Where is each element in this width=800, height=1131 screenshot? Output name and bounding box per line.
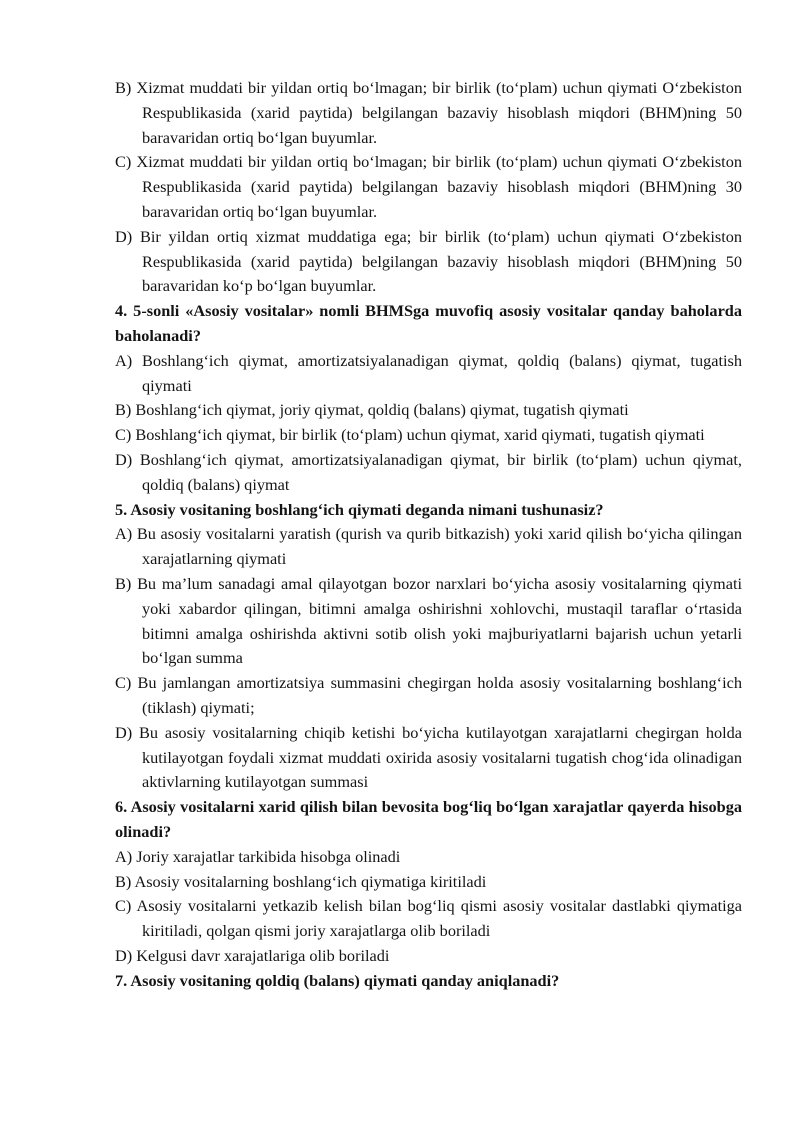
answer-option-c: C) Bu jamlangan amortizatsiya summasini chegirgan holda asosiy vositalarning boshlang‘ich (tiklash) qiymati; (115, 673, 742, 717)
answer-option-d: D) Boshlang‘ich qiymat, amortizatsiyalanadigan qiymat, bir birlik (to‘plam) uchun qiymat, qoldiq (balans) qiymat (115, 449, 742, 494)
question-6: 6. Asosiy vositalarni xarid qilish bilan bevosita bog‘liq bo‘lgan xarajatlar qayerda hisobga olinadi? (115, 797, 742, 841)
answer-option-c: C) Asosiy vositalarni yetkazib kelish bilan bog‘liq qismi asosiy vositalar dastlabki qiymatiga kiritiladi, qolgan qismi joriy xarajatlarga olib boriladi (115, 896, 742, 941)
answer-option-d: D) Kelgusi davr xarajatlariga olib boriladi (115, 945, 390, 965)
question-5: 5. Asosiy vositaning boshlang‘ich qiymati deganda nimani tushunasiz? (115, 499, 604, 519)
answer-option-b: B) Asosiy vositalarning boshlang‘ich qiymatiga kiritiladi (115, 871, 487, 891)
question-7: 7. Asosiy vositaning qoldiq (balans) qiymati qanday aniqlanadi? (115, 970, 560, 990)
answer-option-b: B) Boshlang‘ich qiymat, joriy qiymat, qoldiq (balans) qiymat, tugatish qiymati (115, 400, 629, 420)
answer-option-a: A) Boshlang‘ich qiymat, amortizatsiyalanadigan qiymat, qoldiq (balans) qiymat, tugatish qiymati (115, 350, 742, 395)
question-4: 4. 5-sonli «Asosiy vositalar» nomli BHMSga muvofiq asosiy vositalar qanday baholarda baholanadi? (115, 301, 742, 345)
answer-option-a: A) Bu asosiy vositalarni yaratish (qurish va qurib bitkazish) yoki xarid qilish bo‘yicha qilingan xarajatlarning qiymati (115, 524, 742, 569)
answer-option-b: B) Xizmat muddati bir yildan ortiq bo‘lmagan; bir birlik (to‘plam) uchun qiymati O‘zbekiston Respublikasida (xarid paytida) belgilangan bazaviy hisoblash miqdori (BHM)ning 50 baravaridan ortiq bo‘lgan buyumlar. (115, 78, 742, 147)
answer-option-c: C) Boshlang‘ich qiymat, bir birlik (to‘plam) uchun qiymat, xarid qiymati, tugatish qiymati (115, 425, 705, 445)
answer-option-a: A) Joriy xarajatlar tarkibida hisobga olinadi (115, 846, 401, 866)
answer-option-b: B) Bu ma’lum sanadagi amal qilayotgan bozor narxlari bo‘yicha asosiy vositalarning qiymati yoki xabardor qilingan, bitimni amalga oshirishni xohlovchi, mustaqil taraflar o‘rtasida bitimni amalga oshirishda aktivni sotib olish yoki majburiyatlarni bajarish uchun yetarli bo‘lgan summa (115, 573, 742, 668)
answer-option-c: C) Xizmat muddati bir yildan ortiq bo‘lmagan; bir birlik (to‘plam) uchun qiymati O‘zbekiston Respublikasida (xarid paytida) belgilangan bazaviy hisoblash miqdori (BHM)ning 30 baravaridan ortiq bo‘lgan buyumlar. (115, 152, 742, 221)
answer-option-d: D) Bu asosiy vositalarning chiqib ketishi bo‘yicha kutilayotgan xarajatlarni chegirgan holda kutilayotgan foydali xizmat muddati oxirida asosiy vositalarni tugatish chog‘ida olinadigan aktivlarning kutilayotgan summasi (115, 722, 742, 792)
answer-option-d: D) Bir yildan ortiq xizmat muddatiga ega; bir birlik (to‘plam) uchun qiymati O‘zbekiston Respublikasida (xarid paytida) belgilangan bazaviy hisoblash miqdori (BHM)ning 50 baravaridan ko‘p bo‘lgan buyumlar. (115, 226, 742, 296)
document-page (115, 76, 742, 993)
